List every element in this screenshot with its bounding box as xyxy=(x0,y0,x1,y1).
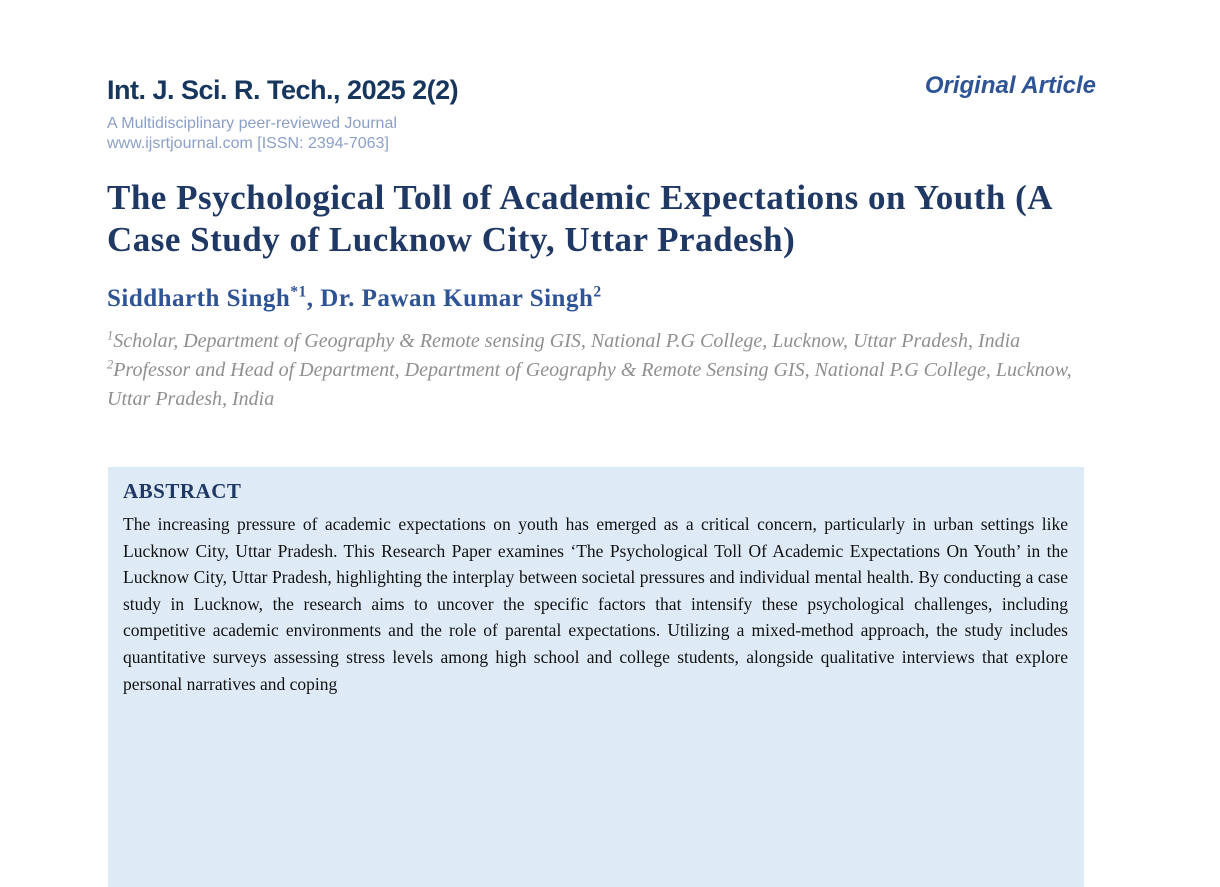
article-type-label: Original Article xyxy=(924,72,1096,99)
authors-line xyxy=(107,285,1097,313)
affiliation-2 xyxy=(107,356,1079,414)
author-2-name: Dr. Pawan Kumar Singh xyxy=(320,285,594,312)
article-title: The Psychological Toll of Academic Expectations on Youth (A Case Study of Lucknow City, Uttar Pradesh) xyxy=(107,178,1052,259)
affiliation-1-superscript: 1 xyxy=(107,328,114,343)
affiliation-1 xyxy=(107,327,1079,356)
affiliation-2-text: Professor and Head of Department, Department of Geography & Remote Sensing GIS, National P.G College, Lucknow, Uttar Pradesh, India xyxy=(107,359,1072,410)
abstract-body: The increasing pressure of academic expectations on youth has emerged as a critical concern, particularly in urban settings like Lucknow City, Uttar Pradesh. This Research Paper examines ‘The Psychological Toll Of Academic Expectations On Youth’ in the Lucknow City, Uttar Pradesh, highlighting the interplay between societal pressures and individual mental health. By conducting a case study in Lucknow, the research aims to uncover the specific factors that intensify these psychological challenges, including competitive academic environments and the role of parental expectations. Utilizing a mixed-method approach, the study includes quantitative surveys assessing stress levels among high school and college students, alongside qualitative interviews that explore personal narratives and coping xyxy=(123,514,1068,694)
journal-url-issn: www.ijsrtjournal.com [ISSN: 2394-7063] xyxy=(107,134,389,152)
journal-masthead xyxy=(107,76,707,154)
author-1-superscript: *1 xyxy=(290,283,307,301)
abstract-heading: ABSTRACT xyxy=(123,479,242,503)
affiliation-1-text: Scholar, Department of Geography & Remote sensing GIS, National P.G College, Lucknow, Uttar Pradesh, India xyxy=(113,330,1021,352)
affiliations xyxy=(107,327,1079,414)
author-1-name: Siddharth Singh xyxy=(107,285,291,312)
author-2-superscript: 2 xyxy=(593,283,602,301)
journal-subtitle: A Multidisciplinary peer-reviewed Journal xyxy=(107,114,397,132)
authors-separator: , xyxy=(306,285,321,312)
journal-title: Int. J. Sci. R. Tech., 2025 2(2) xyxy=(107,75,459,105)
affiliation-2-superscript: 2 xyxy=(107,357,114,372)
abstract-section xyxy=(108,467,1084,887)
